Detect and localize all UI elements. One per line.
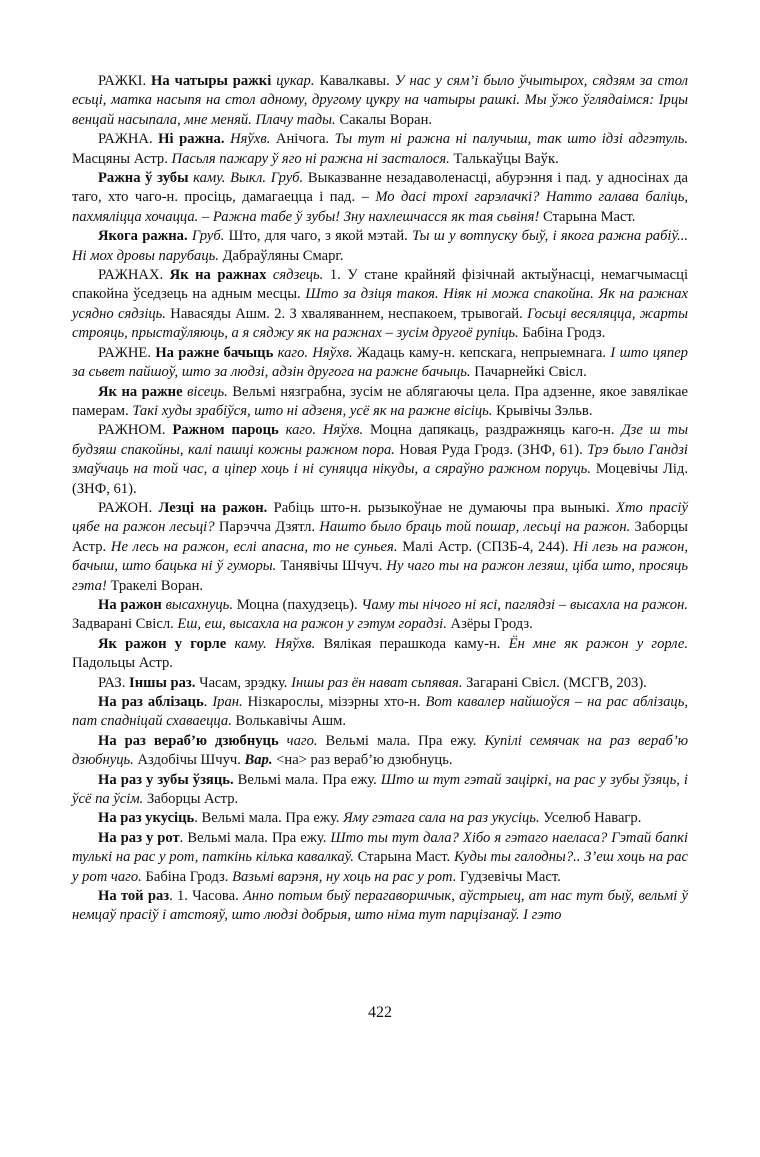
italic-text: Што ты тут дала? Хібо я гэтаго наеласа? Гэтай бапкі тулькі на рас у рот, паткінь кілька кавалкаў. <box>72 829 688 866</box>
italic-text: Ты тут ні ражна ні палучыш, так што ідзі адгэтуль. <box>334 131 688 148</box>
headword: На той раз <box>98 888 170 905</box>
italic-text: Нашто было браць той пошар, лесьці на ражон. <box>319 519 631 536</box>
entry-text: Вялікая перашкода каму-н. <box>315 635 509 652</box>
italic-text: Што за дзіця такоя. Ніяк ні можа спакойна. Як на ражнах усядно сядзіць. <box>72 286 689 322</box>
entry-text: РАЖНОМ. <box>98 422 173 439</box>
entry-text: Гудзевічы Маст. <box>456 868 561 885</box>
entry-text: . <box>203 694 213 710</box>
entry-text: . 1. Часова. <box>169 888 244 905</box>
entry-text: РАЖНЕ. <box>98 344 156 361</box>
italic-text: сядзець. <box>266 267 324 284</box>
italic-text: Няўхв. <box>224 131 271 148</box>
dictionary-entry <box>72 674 688 693</box>
italic-text: Дзе ш ты будзяш спакойны, калі пашці кожны ражном пора. <box>72 422 688 458</box>
italic-text: Мо дасі трохі гарэлачкі? Натто галава баліць, пахмяліцца хочацца. – Ражна табе ў зубы! Зну нахлешчасся як тая сьвіня! <box>72 189 689 225</box>
italic-text: Еш, еш, высахла на ражон у гэтум горадзі. <box>177 616 447 633</box>
italic-text: вісець. <box>182 383 228 400</box>
dictionary-entry <box>72 266 688 344</box>
italic-text: Што ш тут гэтай заціркі, на рас у зубы ўзяць, і ўсё па ўсім. <box>72 771 688 808</box>
variant-label: Вар. <box>244 752 273 769</box>
entry-text: Уселюб Навагр. <box>539 810 642 827</box>
headword: Ражна ў зубы <box>98 170 189 187</box>
dictionary-entry <box>72 383 688 422</box>
italic-text: Іран. <box>212 694 243 710</box>
italic-text: Іншы раз ён нават сьпявая. <box>291 674 463 691</box>
italic-text: Вот кавалер найшоўся – на рас аблізаць, пат спадніцай схаваецца. <box>72 694 689 730</box>
entry-text: . Вельмі мала. Пра ежу. <box>194 810 344 827</box>
entry-text: Рабіць што-н. рызыкоўнае не думаючы пра выныкі. <box>267 499 617 516</box>
headword: Як на ражне <box>98 383 183 400</box>
dictionary-entry <box>72 635 688 674</box>
dictionary-entry <box>72 130 688 169</box>
italic-text: Ён мне як ражон у горле. <box>508 635 688 652</box>
italic-text: Куды ты галодны?.. З’еш хоць на рас у рот чаго. <box>72 849 688 885</box>
italic-text: Трэ было Гандзі змаўчаць на той час, а ціпер хоць і ні суняцца нікуды, а сяраўно ражном поруць. <box>72 441 688 478</box>
headword: На раз укусіць <box>98 810 195 827</box>
entry-text: Часам, зрэдку. <box>195 674 292 691</box>
headword: На раз аблізаць <box>98 694 204 710</box>
dictionary-entry <box>72 809 688 828</box>
entry-text: Дабраўляны Смарг. <box>218 247 344 264</box>
italic-text: Ну чаго ты на ражон лезяш, ціба што, просяць гэта! <box>72 558 688 594</box>
italic-text: каму. Няўхв. <box>226 635 316 652</box>
headword: Ражном пароць <box>172 422 279 439</box>
entry-text: Вельмі мала. Пра ежу. <box>233 771 381 788</box>
italic-text: Ні лезь на ражон, бачыш, што бацька ні ў гуморы. <box>72 538 688 575</box>
entry-text: Жадаць каму-н. кепскага, непрыемнага. <box>352 344 611 361</box>
entry-text: Нізкарослы, мізэрны хто-н. <box>242 694 426 710</box>
entry-text: 1. У стане крайняй фізічнай актыўнасці, немагчымасці спакойна ўседзець на адным месцы. <box>72 267 688 303</box>
headword: Лезці на ражон. <box>158 499 268 516</box>
dictionary-entry <box>72 887 688 926</box>
headword: На чатыры ражкі <box>151 73 272 89</box>
headword: На раз вераб’ю дзюбнуць <box>98 732 279 749</box>
dictionary-entry <box>72 596 688 635</box>
entry-text: Выказванне незадаволенасці, абурэння і пад. у адносінах да таго, хто чаго-н. просіць, дамагаецца і пад. – <box>72 170 688 206</box>
entry-text: РАЖКІ. <box>98 73 152 89</box>
entry-text: Моцна (пахудзець). <box>232 596 362 613</box>
entry-text: Новая Руда Гродз. (ЗНФ, 61). <box>394 441 588 458</box>
entry-text: РАЖОН. <box>98 499 159 516</box>
dictionary-page <box>72 72 688 926</box>
italic-text: Купілі семячак на раз вераб’ю дзюбнуць. <box>72 732 688 769</box>
headword: Якога ражна. <box>98 228 188 245</box>
entry-text: РАЖНА. <box>98 131 159 148</box>
headword: Ні ражна. <box>158 131 225 148</box>
italic-text: Хто прасіў цябе на ражон лесьці? <box>72 499 688 536</box>
dictionary-entry <box>72 227 688 266</box>
entry-text: Моцевічы Лід. (ЗНФ, 61). <box>72 461 688 497</box>
entry-text: Што, для чаго, з якой мэтай. <box>224 228 413 245</box>
italic-text: Пасьля пажару ў яго ні ражна ні засталося. <box>171 150 450 167</box>
entry-text: Анічога. <box>270 131 335 148</box>
dictionary-entry <box>72 169 688 227</box>
entry-text: Задварані Свісл. <box>72 616 178 633</box>
italic-text: каго. Няўхв. <box>273 344 353 361</box>
entry-text: Волькавічы Ашм. <box>231 713 347 730</box>
italic-text: Госьці весяляцца, жарты строяць, прыстаўляюць, а я сяджу як на ражнах – зусім другоё рупіць. <box>72 305 688 342</box>
italic-text: Анно потым быў перагаворшчык, аўстрыец, ат нас тут быў, вельмі ў немцаў прасіў і атстояў, што людзі добрыя, што німа тут парцізанаў. І гэто <box>72 888 688 924</box>
headword: На раз у зубы ўзяць. <box>98 771 234 788</box>
entry-text: Загарані Свісл. (МСГВ, 203). <box>462 674 647 691</box>
dictionary-entry <box>72 499 688 596</box>
entry-text: Вельмі нязграбна, зусім не аблягаючы цела. Пра адзенне, якое завялікае памерам. <box>72 383 688 419</box>
italic-text: Яму гэтага сала на раз укусіць. <box>343 810 540 827</box>
entry-text: Сакалы Воран. <box>335 111 433 128</box>
italic-text: І што цяпер за сьвет пайшоў, што за людзі, адзін другога на ражне бачыць. <box>72 344 688 381</box>
entry-text: Масцяны Астр. <box>72 150 172 167</box>
headword: Іншы раз. <box>129 674 196 691</box>
entry-text: РАЖНАХ. <box>98 267 170 284</box>
entry-text: Заборцы Астр. <box>72 519 688 555</box>
entry-text: Парэчча Дзятл. <box>214 519 320 536</box>
dictionary-entry <box>72 693 688 732</box>
italic-text: каго. Няўхв. <box>278 422 364 439</box>
headword: Як ражон у горле <box>98 635 227 652</box>
entry-text: <на> раз вераб’ю дзюбнуць. <box>272 752 453 769</box>
entry-text: Талькаўцы Ваўк. <box>449 150 559 167</box>
entry-text: Кавалкавы. <box>314 73 395 89</box>
entry-text: Моцна дапякаць, раздражняць каго-н. <box>363 422 622 439</box>
dictionary-entry <box>72 829 688 887</box>
entry-text: Навасяды Ашм. 2. З хваляваннем, неспакоем, трывогай. <box>165 305 528 322</box>
entry-text: Тракелі Воран. <box>106 577 204 594</box>
headword: Як на ражнах <box>169 267 267 284</box>
dictionary-entry <box>72 732 688 771</box>
entry-text: РАЗ. <box>98 674 130 691</box>
italic-text: чаго. <box>278 732 318 749</box>
entry-text: Пачарнейкі Свісл. <box>470 364 587 381</box>
entry-text: Бабіна Гродз. <box>141 868 233 885</box>
dictionary-entry <box>72 421 688 499</box>
italic-text: Вазьмі варэня, ну хоць на рас у рот. <box>232 868 457 885</box>
entry-text: Азёры Гродз. <box>446 616 533 633</box>
italic-text: Чаму ты нічого ні ясі, паглядзі – высахла на ражон. <box>361 596 688 613</box>
italic-text: каму. Выкл. Груб. <box>188 170 304 187</box>
entry-text: Старына Маст. <box>539 208 636 225</box>
entry-text: Падольцы Астр. <box>72 655 173 672</box>
entry-text: Танявічы Шчуч. <box>276 558 387 575</box>
italic-text: Ты ш у вотпуску быў, і якога ражна рабіў... Ні мох дровы парубаць. <box>72 228 688 264</box>
entry-text: . Вельмі мала. Пра ежу. <box>179 829 331 846</box>
italic-text: Такі худы зрабіўся, што ні адзеня, усё як на ражне вісіць. <box>132 402 493 419</box>
entry-text: Вельмі мала. Пра ежу. <box>317 732 485 749</box>
entry-text: Бабіна Гродз. <box>518 325 606 342</box>
italic-text: высахнуць. <box>161 596 233 613</box>
page-number: 422 <box>368 1004 392 1021</box>
entry-text: Старына Маст. <box>353 849 454 866</box>
entry-text: Крывічы Зэльв. <box>492 402 593 419</box>
headword: На раз у рот <box>98 829 180 846</box>
dictionary-entry <box>72 344 688 383</box>
italic-text: Не лесь на ражон, еслі апасна, то не суньея. <box>110 538 398 555</box>
entry-text: Малі Астр. (СПЗБ-4, 244). <box>397 538 574 555</box>
dictionary-entry <box>72 72 688 130</box>
italic-text: Груб. <box>187 228 225 245</box>
italic-text: цукар. <box>271 73 315 89</box>
entry-text: Аздобічы Шчуч. <box>133 752 245 769</box>
italic-text: У нас у сям’і было ўчытырох, сядзям за стол есьці, матка насыпя на стол адному, другому цукру на чатыры рашкі. Мы ўжо ўглядаімся: Ірцы венцай насыпала, мне меняй. Плачу тады. <box>72 73 688 128</box>
headword: На ражон <box>98 596 162 613</box>
dictionary-entry <box>72 771 688 810</box>
headword: На ражне бачыць <box>155 344 274 361</box>
entry-text: Заборцы Астр. <box>143 791 239 808</box>
